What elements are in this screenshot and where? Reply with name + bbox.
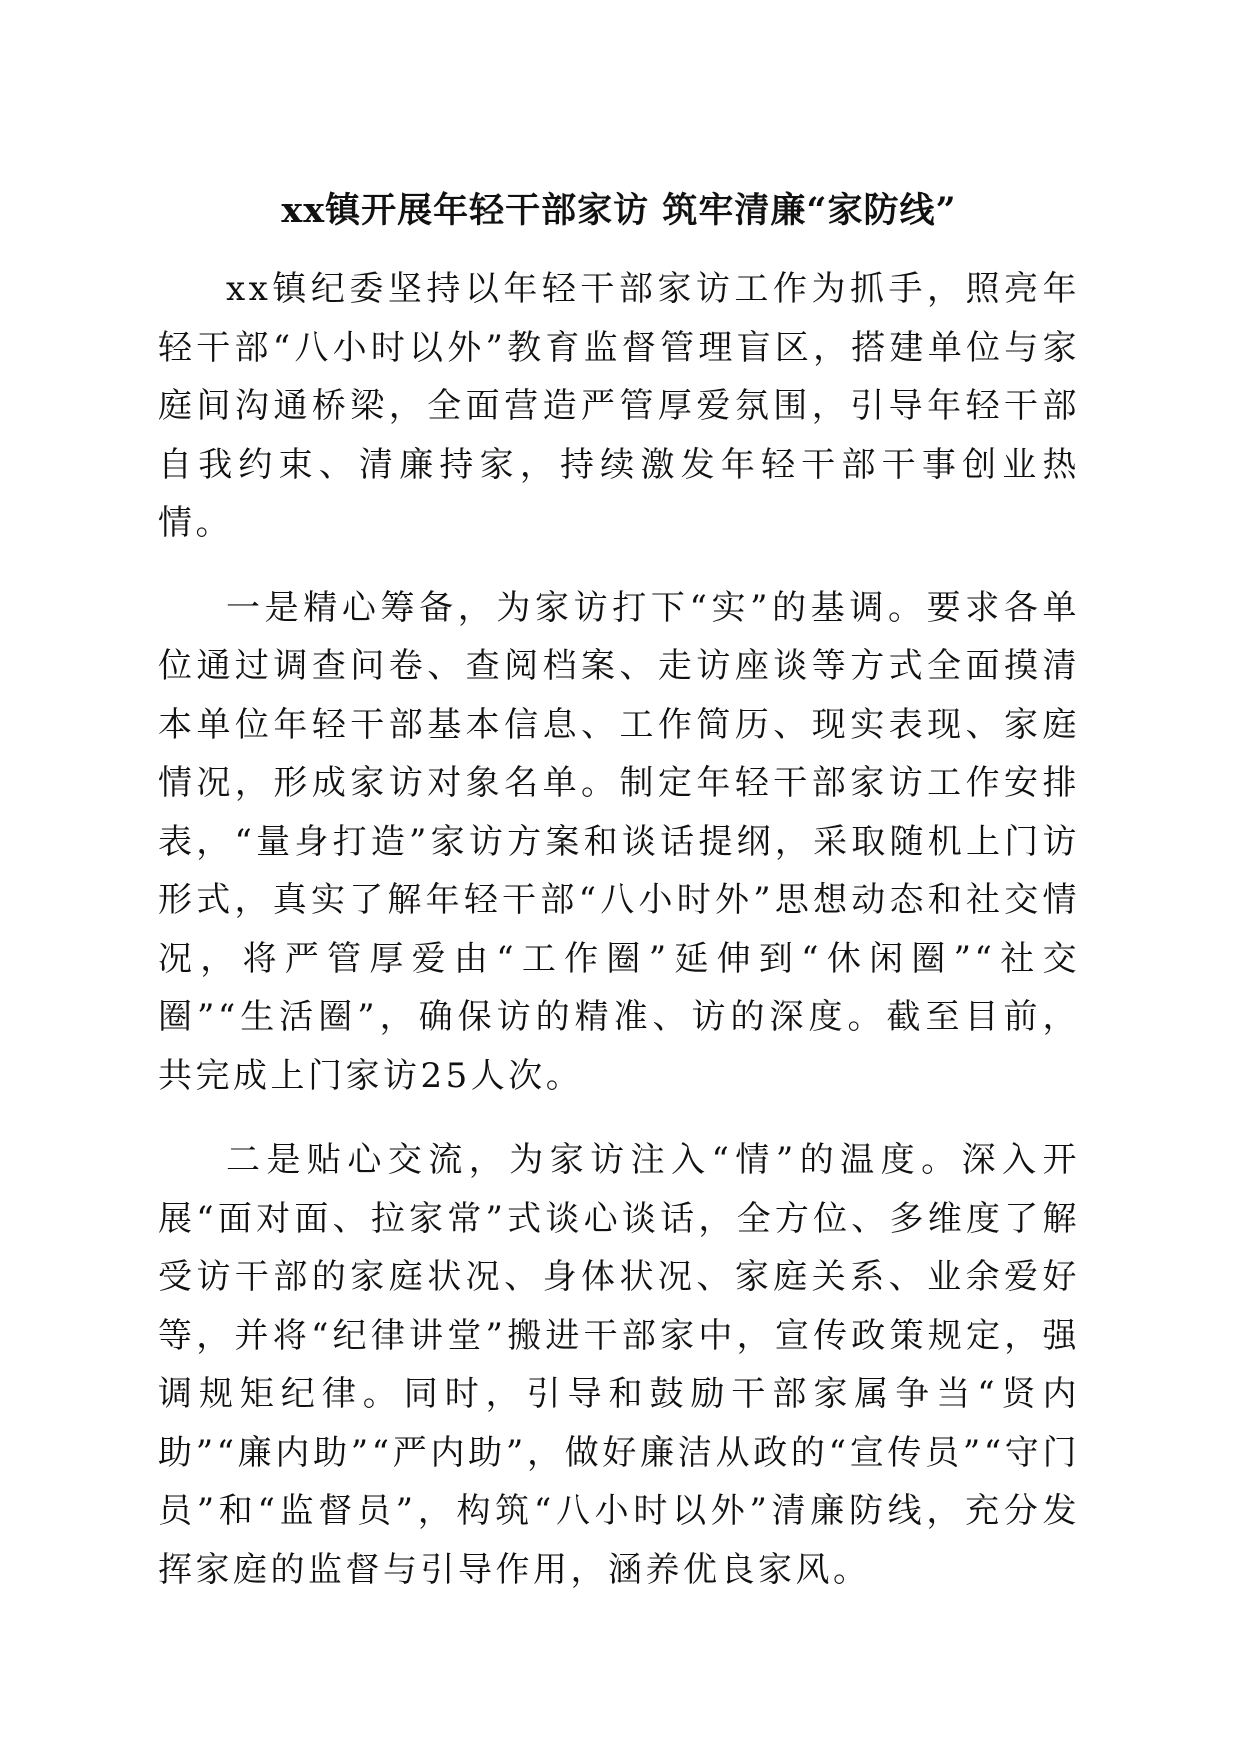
document-title: xx镇开展年轻干部家访 筑牢清廉“家防线” <box>281 190 957 231</box>
paragraph-communication: 二是贴心交流，为家访注入“情”的温度。深入开展“面对面、拉家常”式谈心谈话，全方位、多维度了解受访干部的家庭状况、身体状况、家庭关系、业余爱好等，并将“纪律讲堂”搬进干部家中，宣传政策规定，强调规矩纪律。同时，引导和鼓励干部家属争当“贤内助”“廉内助”“严内助”，做好廉洁从政的“宣传员”“守门员”和“监督员”，构筑“八小时以外”清廉防线，充分发挥家庭的监督与引导作用，涵养优良家风。 <box>158 1140 1080 1590</box>
paragraph-preparation: 一是精心筹备，为家访打下“实”的基调。要求各单位通过调查问卷、查阅档案、走访座谈等方式全面摸清本单位年轻干部基本信息、工作简历、现实表现、家庭情况，形成家访对象名单。制定年轻干部家访工作安排表，“量身打造”家访方案和谈话提纲，采取随机上门访形式，真实了解年轻干部“八小时外”思想动态和社交情况，将严管厚爱由“工作圈”延伸到“休闲圈”“社交圈”“生活圈”，确保访的精准、访的深度。截至目前，共完成上门家访25人次。 <box>158 587 1080 1096</box>
document-body <box>158 260 1080 1599</box>
document-page <box>158 186 1080 1625</box>
paragraph-intro: xx镇纪委坚持以年轻干部家访工作为抓手，照亮年轻干部“八小时以外”教育监督管理盲区，搭建单位与家庭间沟通桥梁，全面营造严管厚爱氛围，引导年轻干部自我约束、清廉持家，持续激发年轻干部干事创业热情。 <box>158 269 1080 543</box>
